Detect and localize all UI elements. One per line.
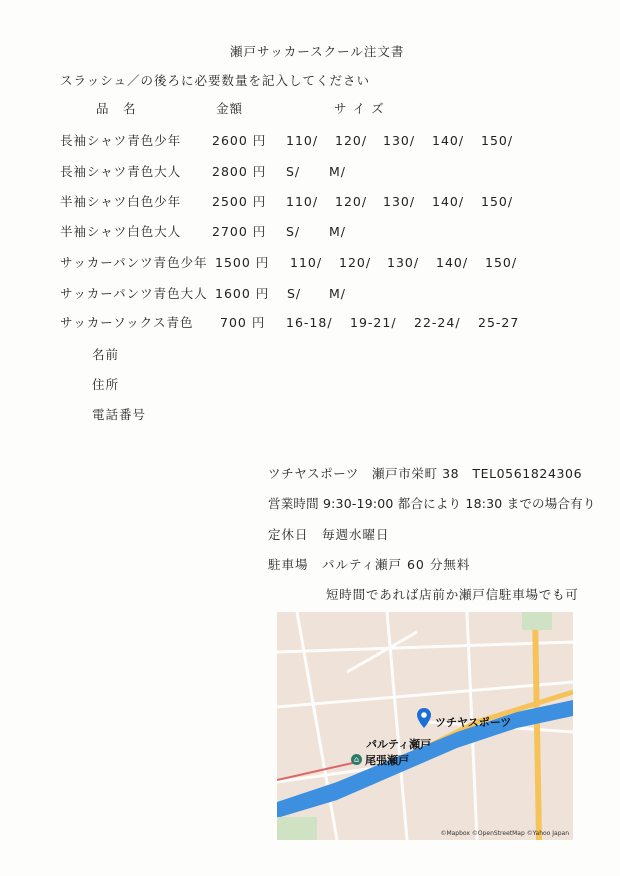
size-option[interactable]: 130/ [383, 194, 416, 209]
size-option[interactable]: 140/ [436, 255, 469, 270]
size-option[interactable]: S/ [287, 286, 302, 301]
item-price: 2700 円 [212, 224, 267, 239]
item-name: サッカーパンツ青色少年 [60, 255, 208, 270]
shop-hours: 営業時間 9:30-19:00 都合により 18:30 までの場合有り [268, 496, 596, 511]
store-pin-icon[interactable] [417, 708, 431, 728]
order-row [0, 164, 620, 184]
map-mall-label: パルティ瀬戸 [366, 738, 432, 751]
size-option[interactable]: 120/ [339, 255, 372, 270]
item-name: サッカーパンツ青色大人 [60, 286, 208, 301]
size-option[interactable]: M/ [329, 286, 346, 301]
field-phone-label: 電話番号 [92, 407, 147, 422]
size-option[interactable]: 150/ [481, 194, 514, 209]
item-name: サッカーソックス青色 [60, 315, 194, 330]
item-price: 1600 円 [215, 286, 270, 301]
size-option[interactable]: M/ [329, 224, 346, 239]
size-option[interactable]: 120/ [335, 133, 368, 148]
size-option[interactable]: S/ [286, 164, 301, 179]
size-option[interactable]: 110/ [286, 133, 319, 148]
field-address-label: 住所 [92, 377, 120, 392]
size-option[interactable]: 25-27 [478, 315, 520, 330]
page-title: 瀬戸サッカースクール注文書 [230, 44, 405, 59]
location-map[interactable] [277, 612, 573, 840]
shop-closed-day: 定休日 毎週水曜日 [268, 527, 390, 542]
order-row [0, 255, 620, 275]
train-station-icon: ⌂ [351, 754, 362, 765]
shop-parking: 駐車場 パルティ瀬戸 60 分無料 [268, 557, 471, 572]
item-price: 2800 円 [212, 164, 267, 179]
header-item: 品 名 [96, 101, 137, 116]
item-name: 半袖シャツ白色大人 [60, 224, 182, 239]
item-price: 2600 円 [212, 133, 267, 148]
size-option[interactable]: 110/ [290, 255, 323, 270]
size-option[interactable]: 16-18/ [286, 315, 333, 330]
size-option[interactable]: M/ [329, 164, 346, 179]
size-option[interactable]: 22-24/ [414, 315, 461, 330]
size-option[interactable]: 120/ [335, 194, 368, 209]
order-row [0, 315, 620, 335]
size-option[interactable]: 150/ [485, 255, 518, 270]
instruction-text: スラッシュ／の後ろに必要数量を記入してください [60, 73, 371, 88]
map-station-label: 尾張瀬戸 [365, 754, 409, 767]
size-option[interactable]: 130/ [387, 255, 420, 270]
item-price: 1500 円 [215, 255, 270, 270]
size-option[interactable]: 140/ [432, 133, 465, 148]
item-price: 700 円 [220, 315, 266, 330]
map-attribution: ©Mapbox ©OpenStreetMap ©Yahoo Japan [440, 830, 569, 837]
size-option[interactable]: 19-21/ [350, 315, 397, 330]
item-name: 長袖シャツ青色少年 [60, 133, 182, 148]
shop-parking-note: 短時間であれば店前か瀬戸信駐車場でも可 [326, 587, 579, 602]
field-name-label: 名前 [92, 347, 120, 362]
header-size: サ イ ズ [334, 101, 385, 116]
order-row [0, 133, 620, 153]
item-price: 2500 円 [212, 194, 267, 209]
order-row [0, 224, 620, 244]
size-option[interactable]: 110/ [286, 194, 319, 209]
order-row [0, 194, 620, 214]
size-option[interactable]: S/ [286, 224, 301, 239]
order-row [0, 286, 620, 306]
header-price: 金額 [216, 101, 244, 116]
size-option[interactable]: 150/ [481, 133, 514, 148]
map-store-label: ツチヤスポーツ [435, 716, 512, 729]
item-name: 半袖シャツ白色少年 [60, 194, 182, 209]
size-option[interactable]: 140/ [432, 194, 465, 209]
shop-contact: ツチヤスポーツ 瀬戸市栄町 38 TEL0561824306 [268, 466, 583, 481]
size-option[interactable]: 130/ [383, 133, 416, 148]
item-name: 長袖シャツ青色大人 [60, 164, 182, 179]
